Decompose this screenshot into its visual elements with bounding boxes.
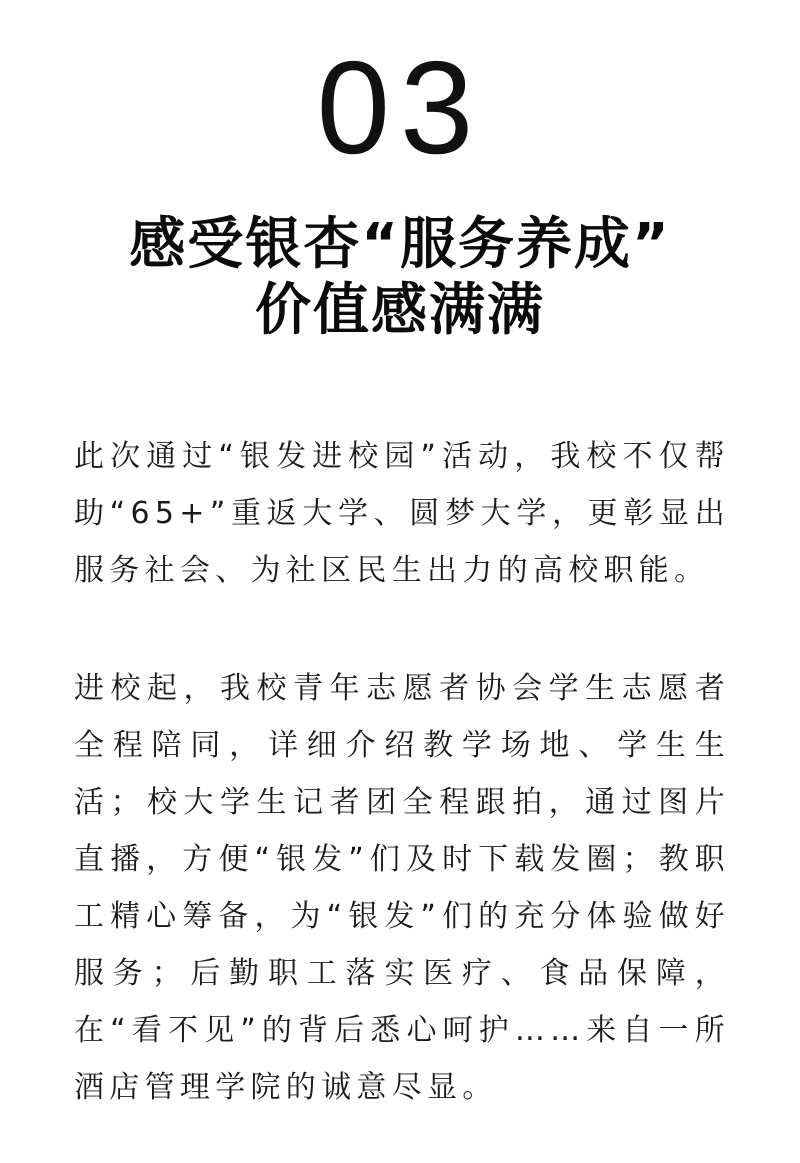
section-heading — [0, 212, 800, 344]
paragraph-1: 此次通过“银发进校园”活动，我校不仅帮助“65+”重返大学、圆梦大学，更彰显出服务社会、为社区民生出力的高校职能。 — [74, 439, 730, 588]
heading-line-2: 价值感满满 — [255, 278, 545, 343]
heading-line-1: 感受银杏“服务养成” — [129, 212, 671, 277]
paragraph-2: 进校起，我校青年志愿者协会学生志愿者全程陪同，详细介绍教学场地、学生生活；校大学生记者团全程跟拍，通过图片直播，方便“银发”们及时下载发圈；教职工精心筹备，为“银发”们的充分体验做好服务；后勤职工落实医疗、食品保障，在“看不见”的背后悉心呵护……来自一所酒店管理学院的诚意尽显。 — [74, 671, 730, 1105]
section-number: 03 — [316, 34, 484, 181]
